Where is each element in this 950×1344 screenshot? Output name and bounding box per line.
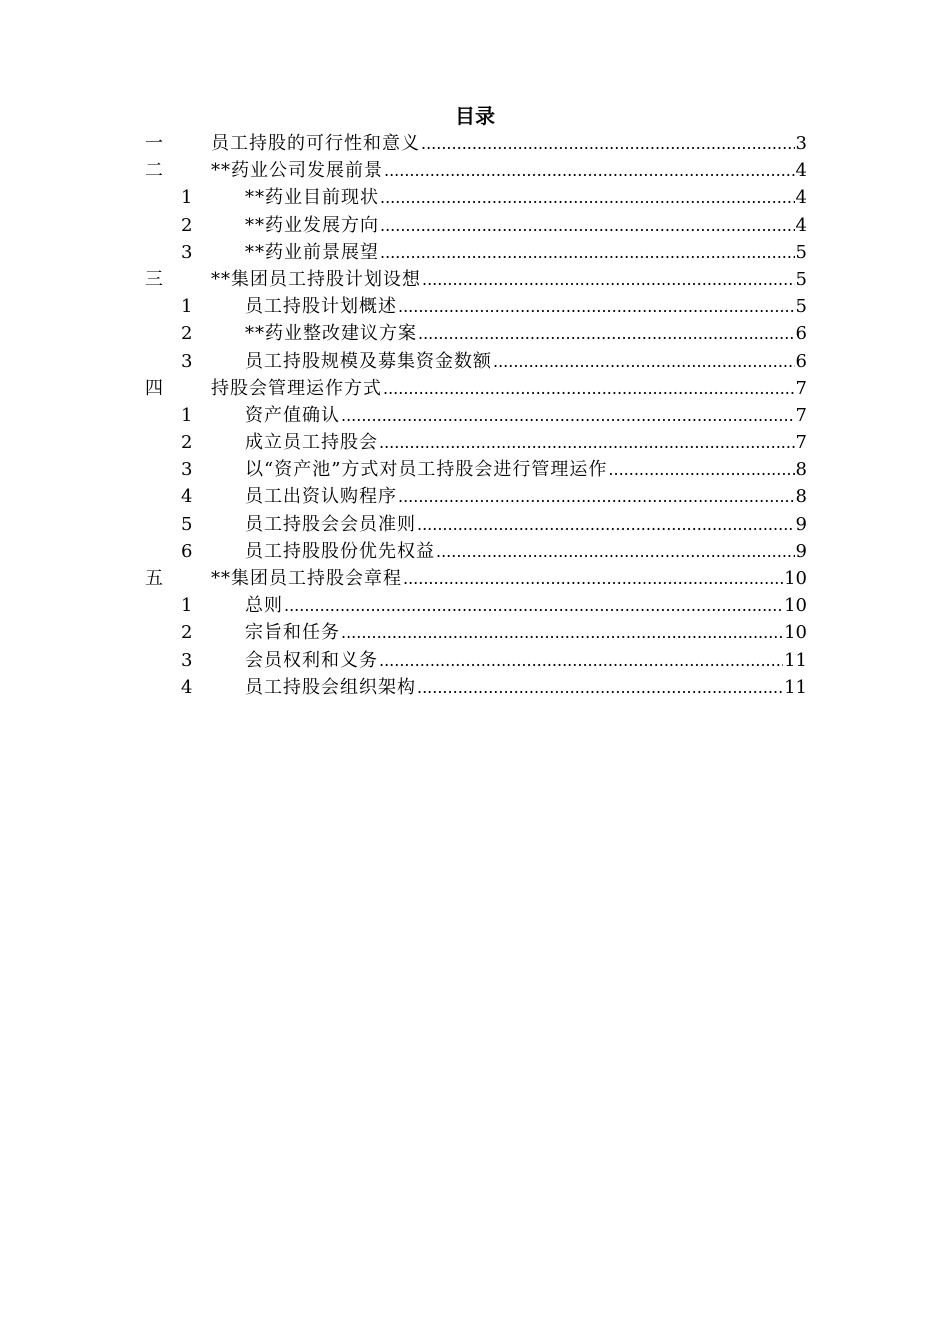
toc-entry[interactable]: [145, 483, 807, 510]
toc-entry-page: 4: [795, 187, 807, 209]
toc-dot-leader: [383, 375, 795, 402]
toc-entry[interactable]: [145, 511, 807, 538]
toc-entry[interactable]: [145, 619, 807, 646]
toc-entry[interactable]: [145, 674, 807, 701]
toc-entry-title: 员工持股会会员准则: [245, 513, 416, 535]
toc-entry-title: 员工持股计划概述: [245, 296, 397, 318]
toc-entry-page: 6: [795, 323, 807, 345]
toc-entry[interactable]: [145, 429, 807, 456]
toc-entry-number: 四: [145, 377, 163, 399]
toc-dot-leader: [380, 239, 795, 266]
toc-entry-title: 会员权利和义务: [245, 649, 378, 671]
toc-entry[interactable]: [145, 402, 807, 429]
toc-entry-number: 1: [181, 404, 193, 426]
toc-dot-leader: [436, 538, 795, 565]
toc-entry-title: 持股会管理运作方式: [211, 377, 382, 399]
toc-entry[interactable]: [145, 592, 807, 619]
toc-entry-page: 4: [795, 214, 807, 236]
toc-dot-leader: [422, 266, 795, 293]
toc-entry-page: 3: [795, 133, 807, 154]
toc-dot-leader: [341, 619, 783, 646]
toc-entry-page: 8: [795, 459, 807, 481]
toc-entry-page: 6: [795, 350, 807, 372]
toc-dot-leader: [398, 483, 795, 510]
toc-entry-page: 4: [795, 160, 807, 182]
toc-dot-leader: [418, 320, 795, 347]
toc-entry-number: 2: [181, 432, 193, 454]
toc-dot-leader: [398, 293, 795, 320]
toc-entry-page: 7: [795, 377, 807, 399]
toc-dot-leader: [417, 674, 783, 701]
toc-entry-title: 员工持股的可行性和意义: [211, 133, 420, 154]
toc-entry-page: 7: [795, 432, 807, 454]
toc-entry-number: 3: [181, 350, 193, 372]
toc-entry-number: 6: [181, 540, 193, 562]
toc-entry-page: 5: [795, 296, 807, 318]
toc-entry-title: 总则: [245, 595, 283, 617]
toc-dot-leader: [379, 429, 795, 456]
toc-entry-title: 员工持股规模及募集资金数额: [245, 350, 492, 372]
toc-entry[interactable]: [145, 293, 807, 320]
toc-entry-title: **药业整改建议方案: [245, 323, 417, 345]
toc-entry-page: 9: [795, 513, 807, 535]
toc-entry-page: 7: [795, 404, 807, 426]
toc-entry-number: 2: [181, 214, 193, 236]
toc-dot-leader: [380, 212, 795, 239]
toc-dot-leader: [403, 565, 783, 592]
toc-entry-number: 4: [181, 486, 193, 508]
toc-entry[interactable]: [145, 266, 807, 293]
toc-dot-leader: [417, 511, 795, 538]
toc-entry-page: 11: [784, 649, 807, 671]
toc-entry-title: **药业目前现状: [245, 187, 379, 209]
toc-entry-page: 10: [784, 568, 807, 589]
toc-entry[interactable]: [145, 565, 807, 592]
toc-entry-number: 4: [181, 676, 193, 698]
toc-entry-title: 宗旨和任务: [245, 622, 340, 644]
toc-entry-title: 员工持股会组织架构: [245, 676, 416, 698]
toc-dot-leader: [493, 348, 795, 375]
toc-entry-title: **药业发展方向: [245, 214, 379, 236]
toc-entry-title: 员工持股股份优先权益: [245, 540, 435, 562]
toc-entry[interactable]: [145, 212, 807, 239]
toc-entry-title: **药业公司发展前景: [211, 160, 383, 182]
toc-dot-leader: [384, 157, 795, 184]
toc-dot-leader: [341, 402, 795, 429]
toc-entry-number: 五: [145, 568, 163, 589]
toc-entry-page: 11: [784, 676, 807, 698]
toc-entry-number: 3: [181, 241, 193, 263]
toc-entry[interactable]: [145, 320, 807, 347]
toc-entry-title: 以“资产池”方式对员工持股会进行管理运作: [245, 459, 608, 481]
toc-entry-title: 成立员工持股会: [245, 432, 378, 454]
toc-entry-page: 10: [784, 622, 807, 644]
toc-list: [145, 130, 807, 701]
toc-entry-page: 10: [784, 595, 807, 617]
toc-entry-page: 9: [795, 540, 807, 562]
toc-entry-title: **药业前景展望: [245, 241, 379, 263]
toc-entry-number: 3: [181, 649, 193, 671]
toc-entry-title: **集团员工持股计划设想: [211, 268, 421, 290]
toc-title: 目录: [455, 104, 495, 128]
toc-entry-number: 5: [181, 513, 193, 535]
toc-entry[interactable]: [145, 130, 807, 157]
toc-entry-number: 1: [181, 187, 193, 209]
toc-dot-leader: [608, 456, 794, 483]
toc-dot-leader: [284, 592, 783, 619]
toc-entry[interactable]: [145, 157, 807, 184]
toc-entry[interactable]: [145, 647, 807, 674]
toc-entry-number: 1: [181, 595, 193, 617]
toc-entry-title: **集团员工持股会章程: [211, 568, 402, 589]
toc-entry[interactable]: [145, 456, 807, 483]
toc-entry-number: 一: [145, 133, 163, 154]
toc-entry-number: 二: [145, 160, 163, 182]
toc-entry-number: 1: [181, 296, 193, 318]
toc-entry-page: 5: [795, 241, 807, 263]
toc-entry-number: 2: [181, 323, 193, 345]
toc-entry[interactable]: [145, 184, 807, 211]
toc-entry[interactable]: [145, 239, 807, 266]
toc-entry-number: 2: [181, 622, 193, 644]
toc-entry-number: 三: [145, 268, 163, 290]
toc-dot-leader: [379, 647, 783, 674]
toc-dot-leader: [380, 184, 795, 211]
toc-entry-page: 5: [795, 268, 807, 290]
toc-entry-title: 员工出资认购程序: [245, 486, 397, 508]
toc-entry-title: 资产值确认: [245, 404, 340, 426]
toc-entry[interactable]: [145, 538, 807, 565]
toc-entry-number: 3: [181, 459, 193, 481]
toc-entry[interactable]: [145, 375, 807, 402]
toc-entry-page: 8: [795, 486, 807, 508]
toc-entry[interactable]: [145, 348, 807, 375]
toc-dot-leader: [421, 130, 795, 157]
